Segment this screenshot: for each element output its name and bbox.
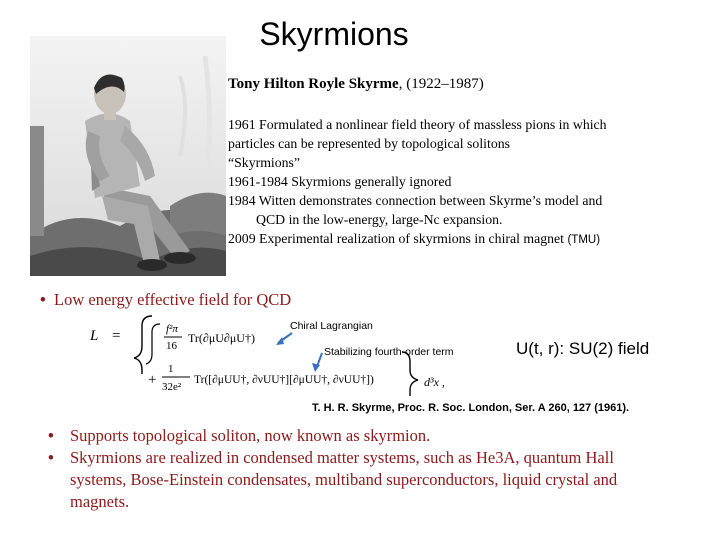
citation: T. H. R. Skyrme, Proc. R. Soc. London, Ser. A 260, 127 (1961). (312, 402, 630, 414)
timeline-line (228, 229, 674, 250)
bullet-dot: • (48, 449, 54, 467)
eq-equals: = (112, 328, 121, 344)
bullet-qcd (40, 290, 291, 310)
portrait-photo (30, 36, 226, 276)
timeline-line: “Skyrmions” (228, 155, 301, 170)
eq-frac2-den: 32e² (162, 381, 182, 393)
list-item (48, 425, 648, 447)
timeline-line: particles can be represented by topological solitons (228, 136, 510, 151)
person-name-line (228, 76, 484, 93)
bullet-qcd-text: Low energy effective field for QCD (54, 290, 292, 309)
list-item-text: Supports topological soliton, now known as skyrmion. (70, 426, 431, 445)
bullet-list (48, 425, 648, 513)
eq-term2: Tr([∂μUU†, ∂νUU†][∂μUU†, ∂νUU†]) (194, 374, 374, 386)
list-item (48, 447, 648, 513)
eq-inner-brace (146, 324, 160, 364)
bullet-dot: • (40, 291, 46, 309)
portrait-image (30, 36, 226, 276)
timeline-text (228, 115, 674, 250)
timeline-line: QCD in the low-energy, large-Nc expansion. (256, 212, 503, 227)
eq-term1: Tr(∂μU∂μU†) (188, 331, 255, 345)
eq-left-brace (134, 316, 152, 374)
eq-plus: + (148, 372, 157, 388)
bullet-dot: • (48, 427, 54, 445)
annotation-arrows (270, 325, 330, 375)
timeline-line-text: 2009 Experimental realization of skyrmions in chiral magnet (228, 231, 565, 246)
person-name: Tony Hilton Royle Skyrme (228, 76, 399, 92)
eq-frac1-num: f²π (166, 323, 178, 335)
eq-frac1-den: 16 (166, 340, 177, 352)
eq-right-brace (402, 352, 418, 396)
timeline-line: 1984 Witten demonstrates connection between Skyrme’s model and (228, 193, 603, 208)
person-dates: , (1922–1987) (398, 76, 484, 92)
fourth-order-label: Stabilizing fourth-order term (324, 346, 454, 358)
eq-measure: d³x , (424, 375, 445, 389)
timeline-line: 1961-1984 Skyrmions generally ignored (228, 174, 452, 189)
su2-field-label: U(t, r): SU(2) field (516, 339, 650, 358)
chiral-lagrangian-label: Chiral Lagrangian (290, 320, 373, 332)
list-item-text: Skyrmions are realized in condensed matter systems, such as He3A, quantum Hall systems, Bose-Einstein condensates, multiband superconductors, liquid crystal and magnets. (70, 448, 618, 511)
slide-title: Skyrmions (259, 16, 409, 52)
timeline-line: 1961 Formulated a nonlinear field theory of massless pions in which (228, 117, 607, 132)
eq-frac2-num: 1 (168, 363, 174, 375)
tmu-tag: (TMU) (567, 234, 601, 246)
eq-lhs: L (90, 328, 99, 344)
chiral-arrowhead (276, 337, 284, 345)
